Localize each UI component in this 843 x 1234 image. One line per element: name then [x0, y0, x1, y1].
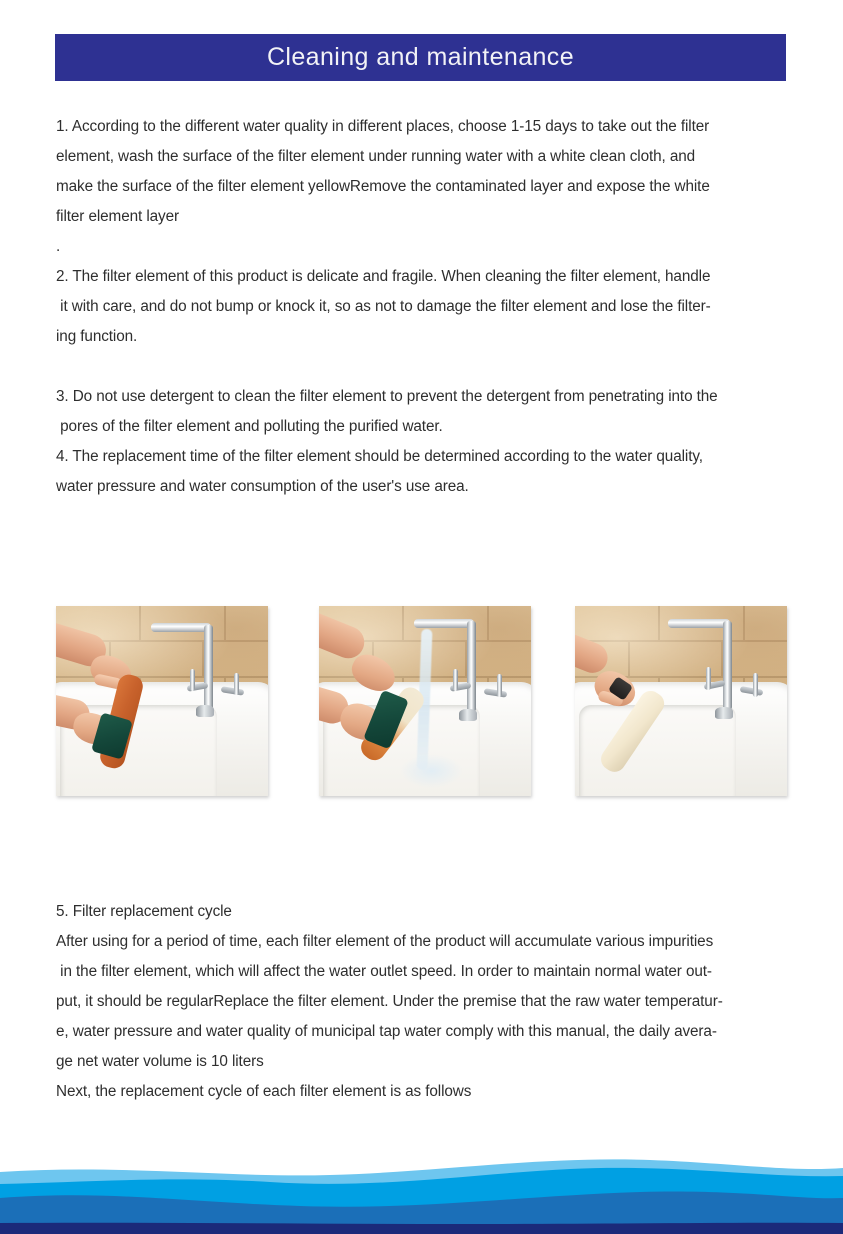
- photo-rinsing-filter: [319, 606, 531, 796]
- faucet-neck: [723, 621, 732, 710]
- text-line: Next, the replacement cycle of each filter element is as follows: [56, 1083, 472, 1100]
- text-line: 4. The replacement time of the filter element should be determined according to the water quality,: [56, 448, 703, 465]
- faucet-base: [459, 709, 477, 721]
- text-line: in the filter element, which will affect the water outlet speed. In order to maintain normal water out-: [56, 963, 712, 980]
- wave-dark-layer: [0, 1223, 843, 1234]
- stray-period-line: [56, 232, 826, 262]
- instructions-text-block: [56, 112, 826, 502]
- faucet-stem-left: [453, 669, 458, 692]
- text-line: After using for a period of time, each filter element of the product will accumulate various impurities: [56, 933, 714, 950]
- page-header-banner: [55, 34, 786, 81]
- text-line: ge net water volume is 10 liters: [56, 1053, 264, 1070]
- faucet-neck: [204, 625, 213, 711]
- photo-dirty-filter-scrub: [56, 606, 268, 796]
- page-title: Cleaning and maintenance: [266, 43, 575, 71]
- instruction-item-5-body: [56, 927, 826, 1107]
- text-line: ing function.: [56, 328, 138, 345]
- text-line: 5. Filter replacement cycle: [56, 903, 232, 920]
- procedure-photo-strip: [0, 606, 843, 798]
- sink-scene: [319, 606, 531, 796]
- faucet-neck: [467, 621, 476, 712]
- text-line: element, wash the surface of the filter element under running water with a white clean cloth, and: [56, 148, 696, 165]
- paragraph-spacer: [56, 352, 826, 382]
- photo-clean-filter: [575, 606, 787, 796]
- text-line: 2. The filter element of this product is delicate and fragile. When cleaning the filter element, handle: [56, 268, 711, 285]
- text-line: put, it should be regularReplace the filter element. Under the premise that the raw water temperatur-: [56, 993, 723, 1010]
- text-line: 3. Do not use detergent to clean the filter element to prevent the detergent from penetrating into the: [56, 388, 718, 405]
- text-line: .: [56, 238, 61, 255]
- faucet-stem-right: [234, 673, 239, 696]
- text-line: e, water pressure and water quality of municipal tap water comply with this manual, the daily avera-: [56, 1023, 717, 1040]
- faucet-stem-left: [190, 669, 195, 692]
- sink-scene: [56, 606, 268, 796]
- faucet-base: [196, 705, 214, 717]
- replacement-cycle-text-block: [56, 897, 826, 1107]
- faucet-spout: [151, 623, 210, 632]
- text-line: filter element layer: [56, 208, 179, 225]
- faucet-base: [715, 707, 733, 719]
- instruction-item-3: [56, 382, 826, 442]
- text-line: 1. According to the different water quality in different places, choose 1-15 days to take out the filter: [56, 118, 710, 135]
- instruction-item-1: [56, 112, 826, 232]
- faucet-spout: [414, 619, 473, 628]
- faucet-stem-right: [497, 674, 502, 697]
- text-line: make the surface of the filter element yellowRemove the contaminated layer and expose the white: [56, 178, 710, 195]
- faucet-spout: [668, 619, 729, 628]
- instruction-item-4: [56, 442, 826, 502]
- text-line: pores of the filter element and polluting the purified water.: [56, 418, 443, 435]
- text-line: water pressure and water consumption of the user's use area.: [56, 478, 469, 495]
- instruction-item-2: [56, 262, 826, 352]
- footer-wave-decoration: [0, 1138, 843, 1234]
- faucet-stem-left: [706, 667, 711, 690]
- text-line: it with care, and do not bump or knock it, so as not to damage the filter element and lose the filter-: [56, 298, 711, 315]
- faucet-stem-right: [753, 673, 758, 698]
- sink-basin: [579, 705, 736, 796]
- sink-scene: [575, 606, 787, 796]
- instruction-item-5-title: [56, 897, 826, 927]
